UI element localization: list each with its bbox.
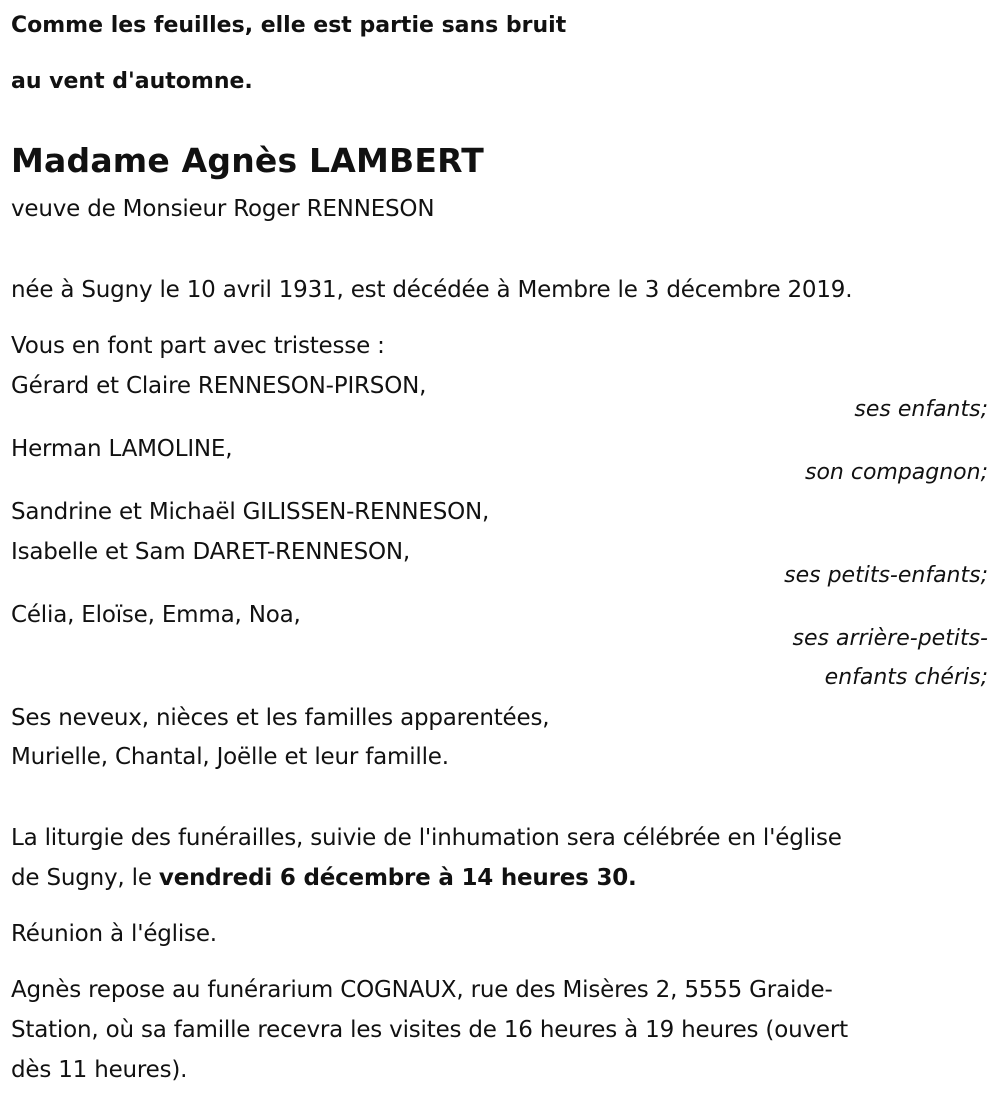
children-names: Gérard et Claire RENNESON-PIRSON,	[11, 373, 427, 399]
family-intro: Vous en font part avec tristesse :	[11, 333, 385, 359]
grandchildren-name-2: Isabelle et Sam DARET-RENNESON,	[11, 539, 411, 565]
epigraph-line-1: Comme les feuilles, elle est partie sans bruit	[11, 13, 567, 38]
grandchildren-name-1: Sandrine et Michaël GILISSEN-RENNESON,	[11, 499, 490, 525]
meeting-line: Réunion à l'église.	[11, 921, 217, 947]
great-grandchildren-relation-1: ses arrière-petits-	[792, 626, 988, 651]
companion-name: Herman LAMOLINE,	[11, 436, 233, 462]
epigraph-line-2: au vent d'automne.	[11, 69, 253, 94]
spouse-line: veuve de Monsieur Roger RENNESON	[11, 196, 435, 222]
funeral-line-2-prefix: de Sugny, le	[11, 865, 159, 891]
grandchildren-relation: ses petits-enfants;	[784, 563, 988, 588]
companion-relation: son compagnon;	[804, 460, 988, 485]
funeral-date-time: vendredi 6 décembre à 14 heures 30.	[158, 865, 637, 891]
children-relation: ses enfants;	[854, 397, 988, 422]
great-grandchildren-names: Célia, Eloïse, Emma, Noa,	[11, 602, 301, 628]
repose-line-1: Agnès repose au funérarium COGNAUX, rue des Misères 2, 5555 Graide-	[11, 977, 833, 1003]
funeral-line-2	[11, 863, 637, 893]
great-grandchildren-relation-2: enfants chéris;	[824, 665, 988, 690]
repose-line-2: Station, où sa famille recevra les visites de 16 heures à 19 heures (ouvert	[11, 1017, 848, 1043]
birth-death-line: née à Sugny le 10 avril 1931, est décédée à Membre le 3 décembre 2019.	[11, 277, 853, 303]
deceased-name: Madame Agnès LAMBERT	[11, 141, 484, 180]
extended-family-2: Murielle, Chantal, Joëlle et leur famille.	[11, 744, 449, 770]
extended-family-1: Ses neveux, nièces et les familles apparentées,	[11, 705, 550, 731]
funeral-line-1: La liturgie des funérailles, suivie de l'inhumation sera célébrée en l'église	[11, 825, 842, 851]
repose-line-3: dès 11 heures).	[11, 1057, 188, 1083]
